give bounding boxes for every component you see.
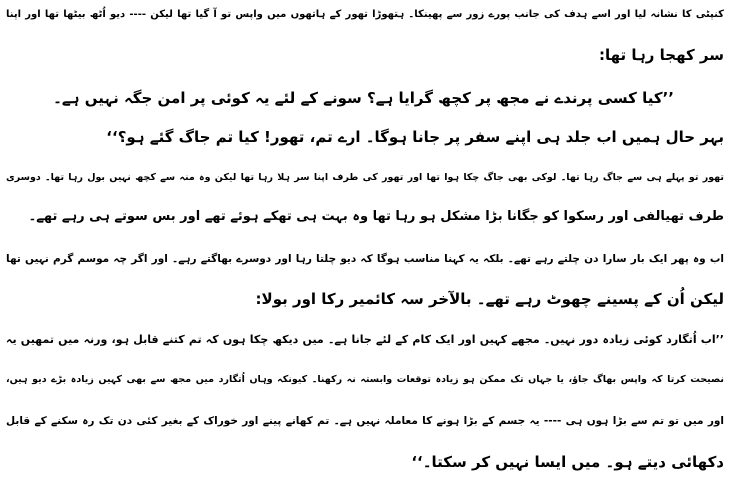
text-line: نصیحت کرتا کہ واپس بھاگ جاؤ، یا جہاں تک ممکن ہو زیادہ توقعات وابستہ نہ رکھنا۔ کیونکہ وہاں اُتگارد میں مجھ سے بھی کہیں زیادہ بڑے دیو ہیں، <box>6 374 724 385</box>
text-line: تھور تو پہلے ہی سے جاگ رہا تھا۔ لوکی بھی جاگ چکا ہوا تھا اور تھور کی طرف اپنا سر ہلا رہا تھا لیکن وہ منہ سے کچھ نہیں بول رہا تھا۔ دوسری <box>6 172 724 183</box>
text-line: طرف تھیالفی اور رسکوا کو جگانا بڑا مشکل ہو رہا تھا وہ بہت ہی تھکے ہوئے تھے اور بس سوتے ہی رہے تھے۔ <box>28 209 724 224</box>
text-line: اب وہ پھر ایک بار سارا دن چلتے رہے تھے۔ بلکہ یہ کہنا مناسب ہوگا کہ دیو چلتا رہا اور دوسرے بھاگتے رہے۔ اور اگر چہ موسم گرم نہیں تھا <box>6 253 724 265</box>
text-line: سر کھجا رہا تھا: <box>598 46 724 64</box>
text-line: ’’کیا کسی پرندے نے مجھ پر کچھ گرایا ہے؟ سونے کے لئے یہ کوئی پر امن جگہ نہیں ہے۔ <box>53 89 674 107</box>
text-line: دکھائی دیتے ہو۔ میں ایسا نہیں کر سکتا۔‘‘ <box>411 453 724 471</box>
text-line: بہر حال ہمیں اب جلد ہی اپنے سفر پر جانا ہوگا۔ ارے تم، تھور! کیا تم جاگ گئے ہو؟‘‘ <box>106 128 724 146</box>
text-line: لیکن اُن کے پسینے چھوٹ رہے تھے۔ بالآخر سہ کائمیر رکا اور بولا: <box>255 290 724 308</box>
text-line: کنپٹی کا نشانہ لیا اور اسے ہدف کی جانب پورے زور سے پھینکا۔ ہتھوڑا تھور کے ہاتھوں میں واپس تو آ گیا تھا لیکن ---- دیو اُٹھ بیٹھا تھا اور اپنا <box>6 9 724 20</box>
text-line: ’’اب اُتگارد کوئی زیادہ دور نہیں۔ مجھے کہیں اور ایک کام کے لئے جانا ہے۔ میں دیکھ چکا ہوں کہ تم کتنے قابل ہو، ورنہ میں تمھیں یہ <box>6 333 724 346</box>
text-line: اور میں تو تم سے بڑا ہوں ہی ---- یہ جسم کے بڑا ہونے کا معاملہ نہیں ہے۔ تم کھانے پینے اور خوراک کے بغیر کئی دن تک رہ سکنے کے قابل <box>6 415 724 427</box>
